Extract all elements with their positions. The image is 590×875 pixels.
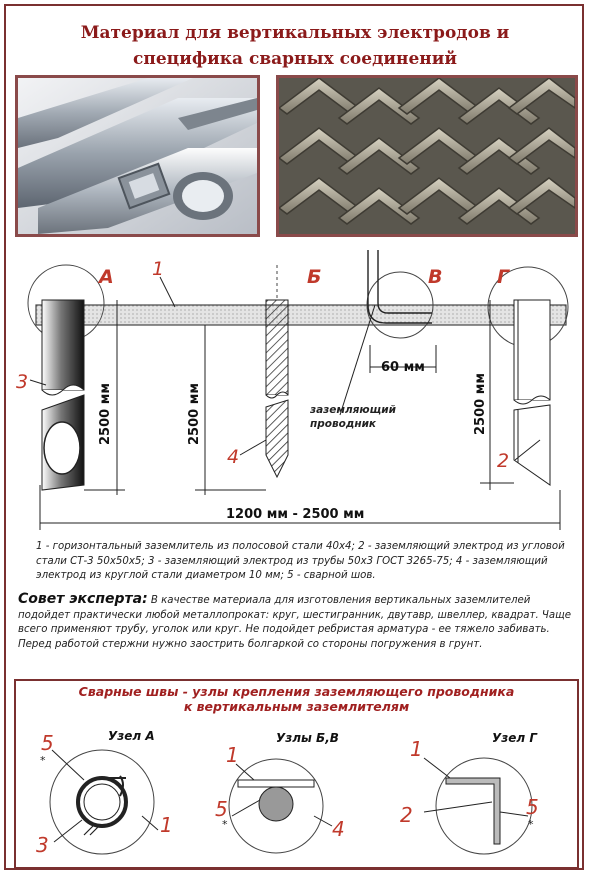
number-3: 3	[16, 371, 29, 393]
node-g-label: Узел Г	[492, 731, 537, 745]
dim-60: 60 мм	[381, 360, 425, 375]
node-bv-4: 4	[332, 817, 345, 841]
expert-advice	[18, 592, 573, 652]
dim-2500-a: 2500 мм	[98, 383, 113, 445]
page-title	[10, 20, 580, 72]
horizontal-strip	[36, 305, 566, 325]
node-g-2: 2	[400, 803, 413, 827]
node-a-label: Узел А	[108, 729, 155, 743]
advice-lead: Совет эксперта:	[18, 591, 148, 607]
conductor-label-1: заземляющий	[310, 404, 396, 416]
conductor-bend	[340, 250, 436, 415]
number-1: 1	[152, 258, 165, 280]
number-4: 4	[227, 446, 240, 468]
title-line-2: специфика сварных соединений	[133, 49, 457, 69]
weld-box-title	[14, 684, 579, 714]
dim-span: 1200 мм - 2500 мм	[226, 507, 365, 522]
node-bv-5: 5	[215, 797, 228, 821]
weld-title-line-2: к вертикальным заземлителям	[183, 699, 410, 714]
node-letter-v: В	[428, 266, 443, 288]
node-g-star: *	[528, 818, 534, 831]
electrode-pipe	[28, 265, 104, 490]
photo-steel-angles	[276, 75, 578, 237]
node-bv-star: *	[222, 818, 228, 831]
node-bv-1: 1	[226, 743, 239, 767]
node-bv-label: Узлы Б,В	[276, 731, 339, 745]
node-a-3: 3	[36, 833, 49, 857]
dim-2500-g: 2500 мм	[473, 373, 488, 435]
legend-text: 1 - горизонтальный заземлитель из полосовой стали 40х4; 2 - заземляющий электрод из угловой стали СТ-3 50х50х5; 3 - заземляющий электрод из трубы 50х3 ГОСТ 3265-75; 4 - заземляющий электрод из круглой стали диаметром 10 мм; 5 - сварной шов.	[36, 541, 565, 581]
advice-text: В качестве материала для изготовления вертикальных заземлителей подойдет практически любой металлопрокат: круг, шестигранник, двутавр, швеллер, квадрат. Чаще всего применяют трубу, уголок или круг. Не подойдет ребристая арматура - ее тяжело забивать. Перед работой стержни нужно заострить болгаркой со стороны погружения в грунт.	[18, 595, 572, 650]
electrode-round-bar	[266, 265, 288, 477]
node-a-star: *	[40, 754, 46, 767]
weld-node-bv	[215, 731, 345, 853]
grounding-diagram	[0, 245, 590, 540]
weld-nodes	[14, 720, 579, 868]
conductor-label-2: проводник	[310, 418, 377, 430]
node-letter-b: Б	[307, 266, 322, 288]
number-2: 2	[497, 450, 510, 472]
node-g-1: 1	[410, 737, 423, 761]
node-letter-a: А	[99, 266, 114, 288]
node-g-5: 5	[526, 795, 539, 819]
weld-title-line-1: Сварные швы - узлы крепления заземляющего проводника	[78, 684, 515, 699]
weld-node-g	[400, 731, 539, 854]
dim-2500-b: 2500 мм	[187, 383, 202, 445]
node-a-5: 5	[41, 731, 54, 755]
weld-node-a	[36, 729, 173, 857]
node-a-1: 1	[160, 813, 173, 837]
node-letter-g: Г	[497, 266, 510, 288]
photo-metal-pipes	[15, 75, 260, 237]
title-line-1: Материал для вертикальных электродов и	[80, 23, 510, 43]
